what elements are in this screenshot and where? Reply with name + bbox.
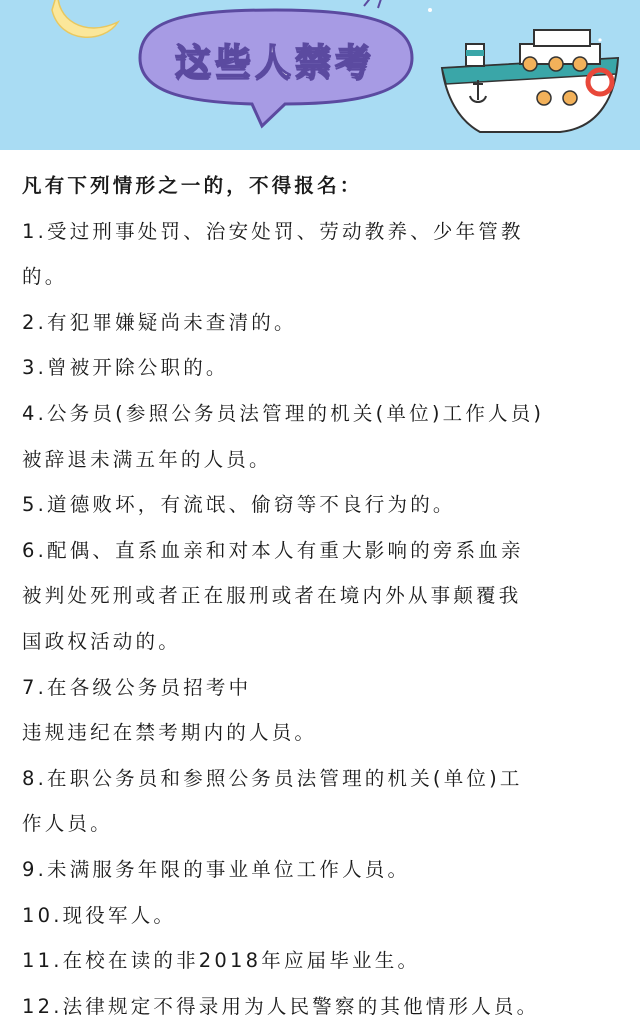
rule-line: 6.配偶、直系血亲和对本人有重大影响的旁系血亲: [22, 538, 524, 562]
rule-line: 被判处死刑或者正在服刑或者在境内外从事颠覆我: [22, 584, 522, 608]
ship-illustration: [442, 30, 618, 132]
rule-line: 3.曾被开除公职的。: [22, 356, 229, 380]
header-banner: [0, 0, 640, 150]
rule-line: 7.在各级公务员招考中: [22, 675, 252, 699]
rule-line: 11.在校在读的非2018年应届毕业生。: [22, 949, 421, 973]
moon-icon: [52, 0, 118, 37]
rule-line: 的。: [22, 265, 68, 289]
rule-line: 5.道德败坏，有流氓、偷窃等不良行为的。: [22, 493, 456, 517]
rule-line: 2.有犯罪嫌疑尚未查清的。: [22, 310, 297, 334]
rule-line: 4.公务员(参照公务员法管理的机关(单位)工作人员): [22, 401, 545, 425]
rule-line: 被辞退未满五年的人员。: [22, 447, 272, 471]
page-title: 这些人禁考: [174, 41, 375, 83]
rule-line: 作人员。: [22, 812, 113, 836]
rule-line: 违规违纪在禁考期内的人员。: [22, 721, 318, 745]
rule-line: 8.在职公务员和参照公务员法管理的机关(单位)工: [22, 766, 523, 790]
star-icon: [598, 38, 601, 41]
rule-line: 12.法律规定不得录用为人民警察的其他情形人员。: [22, 994, 540, 1018]
rule-line: 国政权活动的。: [22, 629, 181, 653]
rules-heading: 凡有下列情形之一的，不得报名：: [22, 174, 363, 197]
rule-line: 9.未满服务年限的事业单位工作人员。: [22, 857, 411, 881]
article-body: [22, 163, 627, 1029]
rule-line: 10.现役军人。: [22, 903, 177, 927]
star-icon: [428, 8, 432, 12]
rule-line: 1.受过刑事处罚、治安处罚、劳动教养、少年管教: [22, 219, 524, 243]
